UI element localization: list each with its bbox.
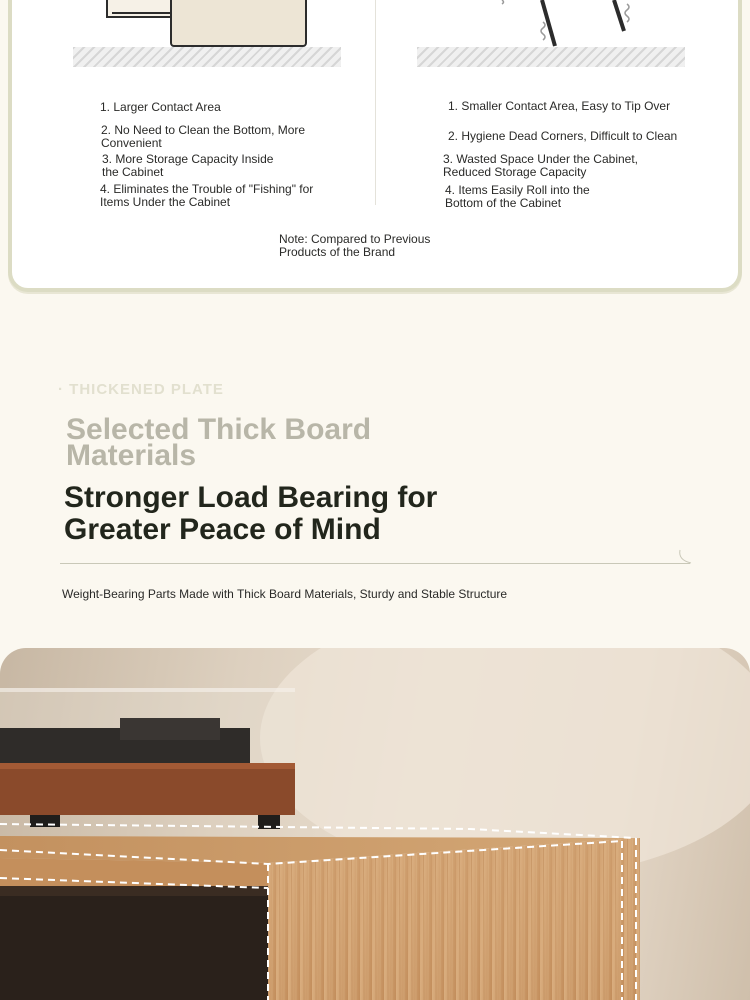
- advantage-item-2: 2. No Need to Clean the Bottom, More Convenient: [101, 123, 306, 150]
- section-eyebrow: · THICKENED PLATE: [58, 381, 224, 398]
- section-subtitle: Selected Thick Board Materials: [66, 413, 372, 472]
- cabinet-body-illustration: [170, 0, 307, 47]
- cabinet-legs-illustration: [490, 0, 640, 50]
- section-rule: [60, 563, 690, 564]
- cabinet-shelf-line: [112, 0, 170, 14]
- cabinet-photo: [0, 648, 750, 1000]
- advantage-item-4: 4. Eliminates the Trouble of "Fishing" for Items Under the Cabinet: [100, 182, 314, 209]
- comparison-note: Note: Compared to Previous Products of the Brand: [279, 232, 431, 259]
- section-description: Weight-Bearing Parts Made with Thick Board Materials, Sturdy and Stable Structure: [62, 587, 508, 601]
- disadvantage-item-2: 2. Hygiene Dead Corners, Difficult to Clean: [448, 129, 678, 143]
- disadvantage-item-1: 1. Smaller Contact Area, Easy to Tip Over: [448, 99, 671, 113]
- floor-hatch-left: [73, 47, 341, 67]
- disadvantage-item-4: 4. Items Easily Roll into the Bottom of the Cabinet: [445, 183, 590, 210]
- floor-hatch-right: [417, 47, 685, 67]
- comparison-divider: [375, 0, 376, 205]
- rule-curl-decoration: [677, 548, 693, 564]
- advantage-item-1: 1. Larger Contact Area: [100, 100, 221, 114]
- disadvantage-item-3: 3. Wasted Space Under the Cabinet, Reduced Storage Capacity: [443, 152, 638, 179]
- section-title: Stronger Load Bearing for Greater Peace of Mind: [64, 481, 438, 546]
- cabinet-photo-illustration: [0, 648, 750, 1000]
- advantage-item-3: 3. More Storage Capacity Inside the Cabinet: [102, 152, 274, 179]
